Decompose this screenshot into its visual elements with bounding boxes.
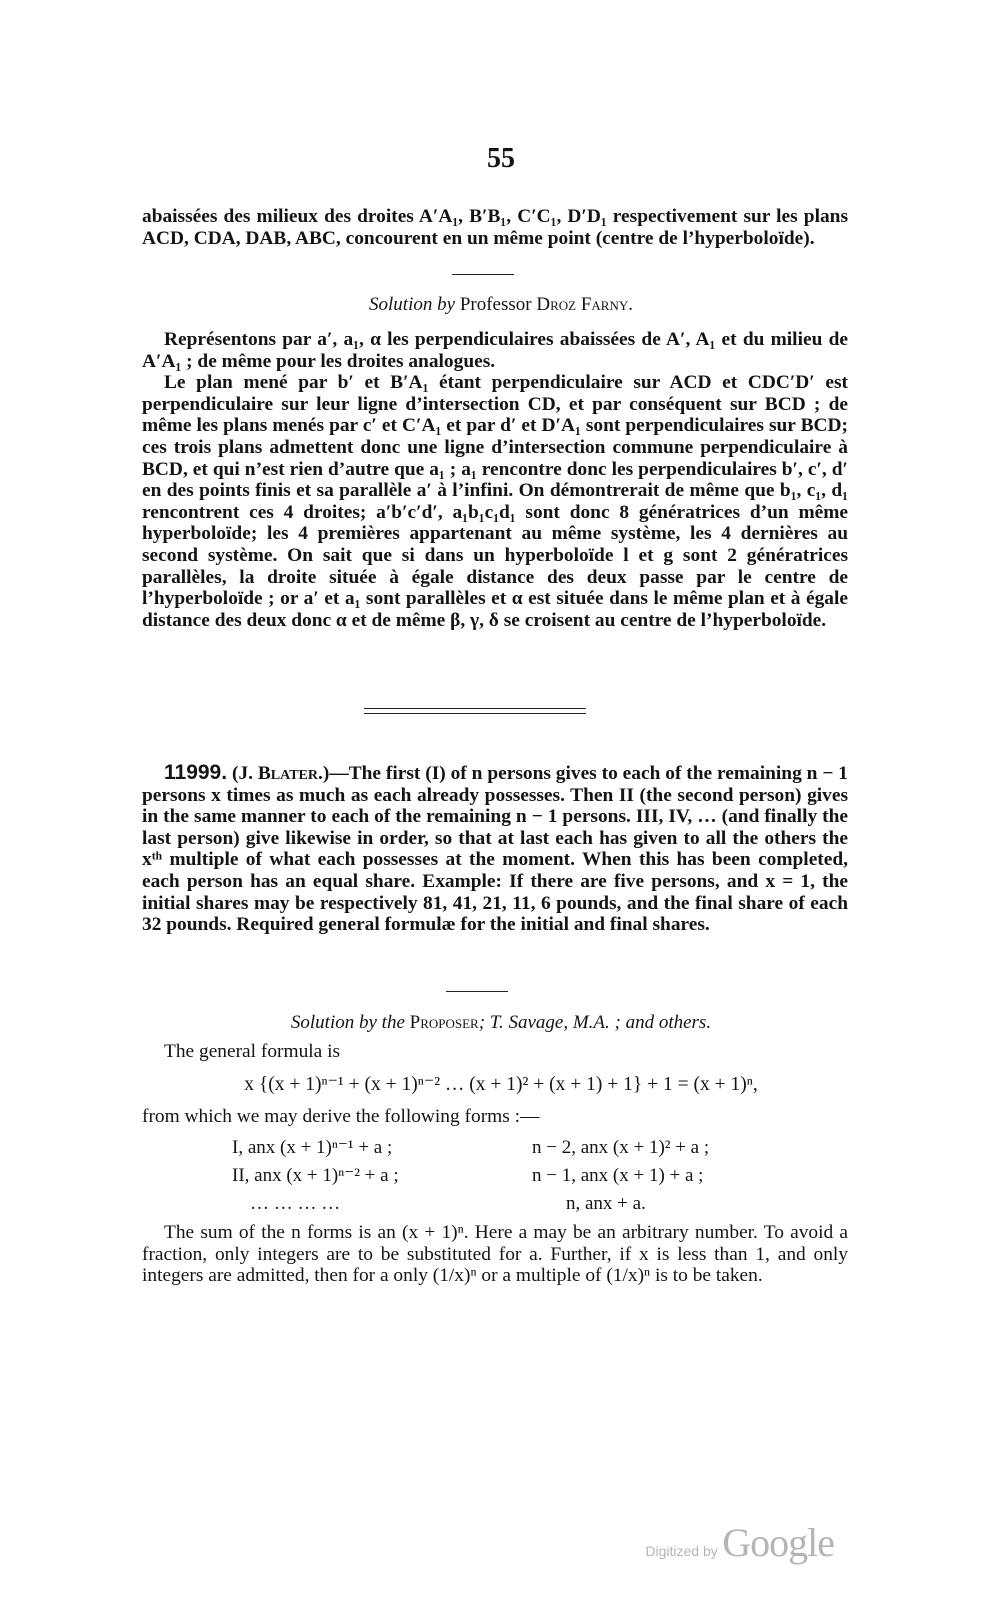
forms-left — [232, 1134, 399, 1218]
divider-short — [452, 274, 514, 275]
form-line: n, anx + a. — [566, 1193, 646, 1214]
page-number: 55 — [487, 143, 515, 174]
solution1-heading: Solution by Professor Droz Farny. — [369, 294, 633, 315]
problem-statement — [142, 762, 848, 936]
top-paragraph: abaissées des milieux des droites A′A₁, B′B₁, C′C₁, D′D₁ respectivement sur les plans ACD, CDA, DAB, ABC, concourent en un même point (centre de l’hyperboloïde). — [142, 206, 848, 249]
form-line: n − 1, anx (x + 1) + a ; — [532, 1165, 704, 1186]
form-line: II, anx (x + 1)ⁿ⁻² + a ; — [232, 1165, 399, 1186]
general-formula: x {(x + 1)ⁿ⁻¹ + (x + 1)ⁿ⁻² … (x + 1)² + (x + 1) + 1} + 1 = (x + 1)ⁿ, — [244, 1074, 758, 1095]
divider-short-2 — [446, 991, 508, 992]
forms-right — [532, 1134, 709, 1218]
solution1-body — [142, 329, 848, 631]
solution2-heading: Solution by the Proposer; T. Savage, M.A. ; and others. — [290, 1012, 712, 1033]
solution1-paragraph: Représentons par a′, a₁, α les perpendiculaires abaissées de A′, A₁ et du milieu de A′A₁ ; de même pour les droites analogues. — [142, 329, 848, 372]
google-logo: Google — [722, 1520, 834, 1565]
digitized-watermark: Digitized by Google — [645, 1520, 834, 1565]
double-rule-top — [364, 708, 586, 709]
form-line: n − 2, anx (x + 1)² + a ; — [532, 1137, 710, 1158]
solution1-paragraph: Le plan mené par b′ et B′A₁ étant perpendiculaire sur ACD et CDC′D′ est perpendiculaire sur leur ligne d’intersection CD, et par conséquent sur BCD ; de même les plans menés par c′ et C′A₁ et par d′ et D′A₁ sont perpendiculaires sur BCD; ces trois plans admettent donc une ligne d’intersection commune perpendiculaire à BCD, et qui n’est rien d’autre que a₁ ; a₁ rencontre donc les perpendiculaires b′, c′, d′ en des points finis et sa parallèle a′ à l’infini. On démontrerait de même que b₁, c₁, d₁ rencontrent ces 4 droites; a′b′c′d′, a₁b₁c₁d₁ sont donc 8 génératrices d’un même hyperboloïde; les 4 premières appartenant au même système, les 4 dernières au second système. On sait que si dans un hyperboloïde l et g sont 2 génératrices parallèles, la droite située à égale distance des deux passe par le centre de l’hyperboloïde ; or a′ et a₁ sont parallèles et α est située dans le même plan et à égale distance des deux donc α et de même β, γ, δ se croisent au centre de l’hyperboloïde. — [142, 372, 848, 631]
double-rule-bottom — [364, 713, 586, 714]
general-formula-intro: The general formula is — [164, 1041, 341, 1062]
problem-number: 11999. — [164, 761, 228, 784]
form-line: I, anx (x + 1)ⁿ⁻¹ + a ; — [232, 1137, 393, 1158]
problem-text: —The first (I) of n persons gives to each of the remaining n − 1 persons x times as much as each already possesses. Then II (the second person) gives in the same manner to each of the remaining n − 1 persons. III, IV, … (and finally the last person) give likewise in order, so that at last each has given to all the others the xᵗʰ multiple of what each possesses at the moment. When this has been completed, each person has an equal share. Example: If there are five persons, and x = 1, the initial shares may be respectively 81, 41, 21, 11, 6 pounds, and the final share of each 32 pounds. Required general formulæ for the initial and final shares. — [142, 763, 848, 936]
form-line: … … … … — [250, 1193, 341, 1214]
closing-paragraph: The sum of the n forms is an (x + 1)ⁿ. Here a may be an arbitrary number. To avoid a fraction, only integers are to be substituted for a. Further, if x is less than 1, and only integers are admitted, then for a only (1/x)ⁿ or a multiple of (1/x)ⁿ is to be taken. — [142, 1222, 848, 1287]
derive-text: from which we may derive the following forms :— — [142, 1106, 540, 1127]
problem-proposer: (J. Blater.) — [231, 763, 330, 784]
